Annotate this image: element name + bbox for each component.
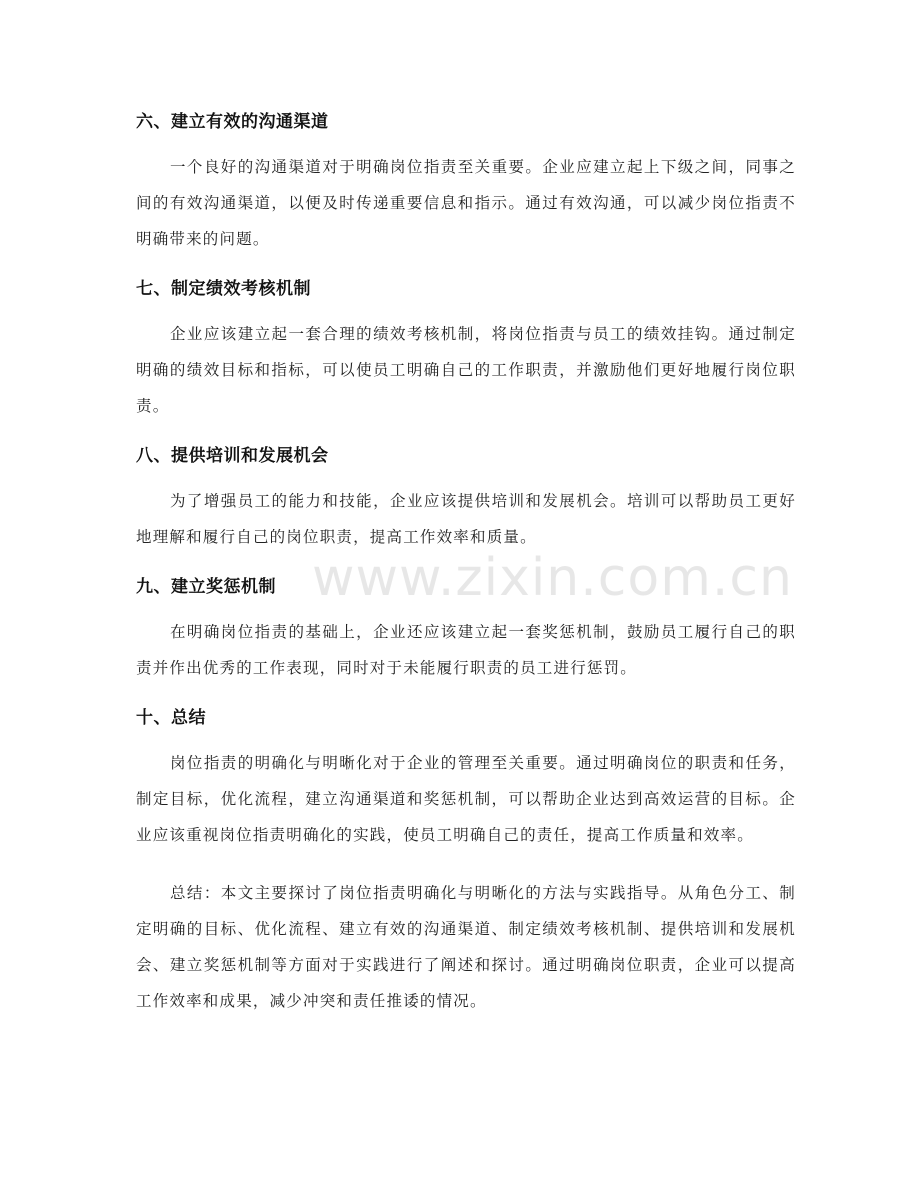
section-heading: 十、总结 xyxy=(136,708,206,728)
watermark: www.zixin.com.cn xyxy=(312,548,793,608)
section-heading: 八、提供培训和发展机会 xyxy=(136,446,329,466)
section-training xyxy=(136,440,796,571)
section-paragraph: 企业应该建立起一套合理的绩效考核机制，将岗位指责与员工的绩效挂钩。通过制定明确的绩效目标和指标，可以使员工明确自己的工作职责，并激励他们更好地履行岗位职责。 xyxy=(136,325,796,415)
section-performance xyxy=(136,273,796,440)
section-rewards xyxy=(136,571,796,702)
document-content xyxy=(136,106,796,1019)
section-heading: 七、制定绩效考核机制 xyxy=(136,279,311,299)
section-communication xyxy=(136,106,796,273)
conclusion-paragraph: 总结：本文主要探讨了岗位指责明确化与明晰化的方法与实践指导。从角色分工、制定明确的目标、优化流程、建立有效的沟通渠道、制定绩效考核机制、提供培训和发展机会、建立奖惩机制等方面对于实践进行了阐述和探讨。通过明确岗位职责，企业可以提高工作效率和成果，减少冲突和责任推诿的情况。 xyxy=(136,884,796,1010)
section-heading: 六、建立有效的沟通渠道 xyxy=(136,112,329,132)
section-paragraph: 一个良好的沟通渠道对于明确岗位指责至关重要。企业应建立起上下级之间，同事之间的有效沟通渠道，以便及时传递重要信息和指示。通过有效沟通，可以减少岗位指责不明确带来的问题。 xyxy=(136,158,796,248)
section-heading: 九、建立奖惩机制 xyxy=(136,577,276,597)
section-paragraph: 岗位指责的明确化与明晰化对于企业的管理至关重要。通过明确岗位的职责和任务，制定目标，优化流程，建立沟通渠道和奖惩机制，可以帮助企业达到高效运营的目标。企业应该重视岗位指责明确化的实践，使员工明确自己的责任，提高工作质量和效率。 xyxy=(136,754,796,844)
section-summary xyxy=(136,702,796,1019)
section-paragraph: 在明确岗位指责的基础上，企业还应该建立起一套奖惩机制，鼓励员工履行自己的职责并作出优秀的工作表现，同时对于未能履行职责的员工进行惩罚。 xyxy=(136,623,796,677)
section-paragraph: 为了增强员工的能力和技能，企业应该提供培训和发展机会。培训可以帮助员工更好地理解和履行自己的岗位职责，提高工作效率和质量。 xyxy=(136,492,796,546)
